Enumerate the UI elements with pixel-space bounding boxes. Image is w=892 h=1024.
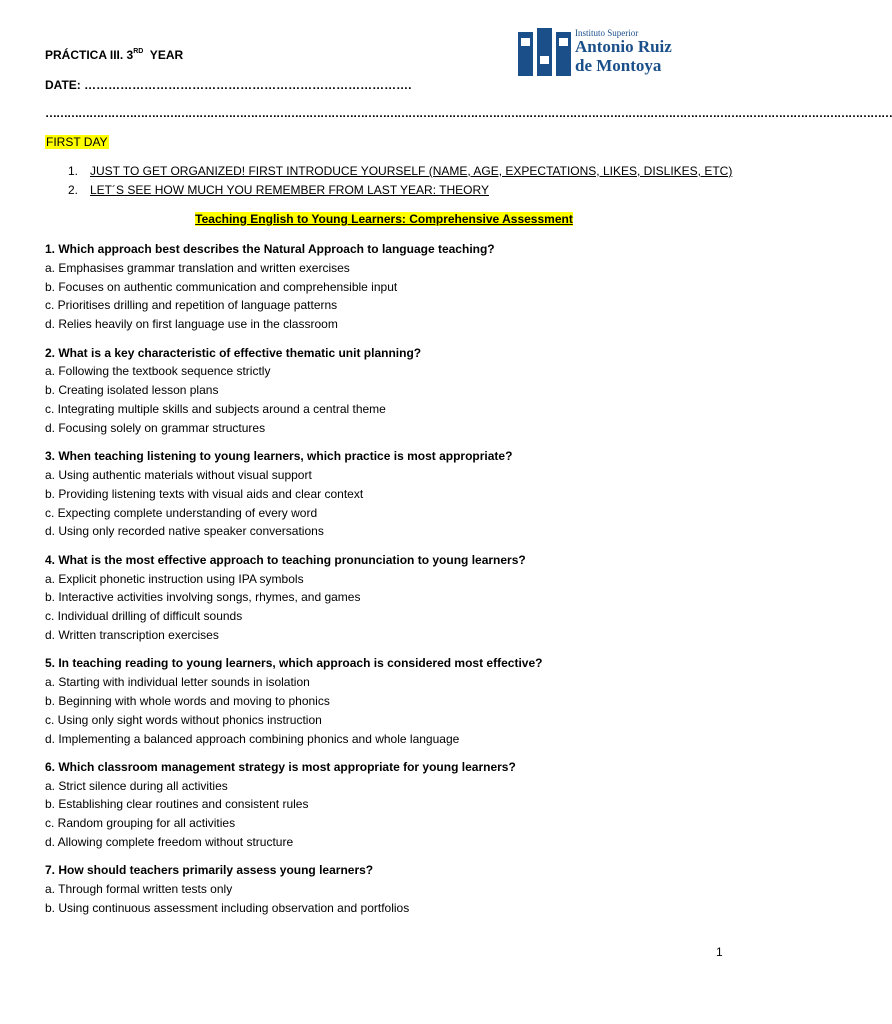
answer-option: c. Integrating multiple skills and subjects around a central theme: [45, 401, 386, 416]
question-text: 4. What is the most effective approach to teaching pronunciation to young learners?: [45, 552, 526, 567]
answer-option: a. Through formal written tests only: [45, 882, 233, 897]
assessment-title: Teaching English to Young Learners: Comprehensive Assessment: [195, 212, 573, 226]
page-number: 1: [716, 945, 723, 959]
logo-subtitle: Instituto Superior: [575, 28, 639, 38]
answer-option: a. Emphasises grammar translation and written exercises: [45, 260, 350, 275]
logo-name-line-1: Antonio Ruiz: [575, 37, 672, 56]
question-6: [45, 758, 735, 852]
answer-option: d. Written transcription exercises: [45, 627, 219, 642]
answer-option: c. Prioritises drilling and repetition of language patterns: [45, 298, 338, 313]
question-text: 1. Which approach best describes the Natural Approach to language teaching?: [45, 242, 495, 256]
instruction-number: 1.: [68, 164, 79, 178]
date-field: DATE: ……………………………………………………………………….: [45, 78, 412, 92]
practice-title: PRÁCTICA III. 3RD YEAR: [45, 48, 184, 62]
answer-option: d. Focusing solely on grammar structures: [45, 420, 266, 435]
answer-option: a. Using authentic materials without visual support: [45, 467, 312, 482]
instruction-item-2: [68, 183, 489, 197]
answer-option: d. Using only recorded native speaker conversations: [45, 524, 324, 539]
first-day-heading: FIRST DAY: [46, 135, 108, 149]
instruction-item-1: [68, 164, 732, 178]
answer-option: b. Using continuous assessment including observation and portfolios: [45, 901, 410, 916]
instruction-number: 2.: [68, 183, 79, 197]
question-text: 2. What is a key characteristic of effective thematic unit planning?: [45, 345, 422, 360]
question-4: [45, 551, 735, 645]
answer-option: b. Interactive activities involving songs, rhymes, and games: [45, 590, 361, 605]
question-text: 3. When teaching listening to young learners, which practice is most appropriate?: [45, 449, 513, 464]
answer-option: b. Establishing clear routines and consistent rules: [45, 797, 309, 812]
question-1: [45, 240, 735, 334]
answer-option: b. Providing listening texts with visual aids and clear context: [45, 486, 364, 501]
answer-option: c. Using only sight words without phonics instruction: [45, 712, 322, 727]
answer-option: d. Relies heavily on first language use in the classroom: [45, 317, 338, 332]
question-text: 6. Which classroom management strategy is most appropriate for young learners?: [45, 759, 516, 774]
logo-name-line-2: de Montoya: [575, 56, 662, 75]
answer-option: b. Creating isolated lesson plans: [45, 383, 219, 398]
question-list: [45, 240, 735, 927]
ordinal-suffix: RD: [133, 48, 144, 55]
answer-option: d. Implementing a balanced approach combining phonics and whole language: [45, 731, 460, 746]
question-7: [45, 861, 735, 917]
question-5: [45, 654, 735, 748]
answer-option: b. Focuses on authentic communication and comprehensible input: [45, 279, 398, 294]
dotted-separator: ……………………………………………………………………………………………………………………………………………………………………………………………………………: [45, 106, 892, 120]
answer-option: a. Explicit phonetic instruction using IPA symbols: [45, 571, 304, 586]
answer-option: a. Starting with individual letter sounds in isolation: [45, 675, 310, 690]
instruction-text: JUST TO GET ORGANIZED! FIRST INTRODUCE YOURSELF (NAME, AGE, EXPECTATIONS, LIKES, DISLIKES, ETC): [90, 164, 733, 178]
instruction-text: LET´S SEE HOW MUCH YOU REMEMBER FROM LAST YEAR: THEORY: [90, 183, 489, 197]
question-2: [45, 344, 735, 438]
answer-option: a. Strict silence during all activities: [45, 778, 228, 793]
question-text: 7. How should teachers primarily assess young learners?: [45, 863, 374, 878]
answer-option: d. Allowing complete freedom without structure: [45, 835, 294, 850]
answer-option: a. Following the textbook sequence strictly: [45, 364, 271, 379]
answer-option: c. Random grouping for all activities: [45, 816, 236, 831]
question-text: 5. In teaching reading to young learners, which approach is considered most effective?: [45, 656, 543, 671]
answer-option: b. Beginning with whole words and moving to phonics: [45, 693, 330, 708]
answer-option: c. Expecting complete understanding of every word: [45, 505, 318, 520]
institute-logo: [518, 26, 678, 82]
answer-option: c. Individual drilling of difficult sounds: [45, 609, 243, 624]
institute-emblem-icon: [518, 26, 572, 82]
question-3: [45, 447, 735, 541]
